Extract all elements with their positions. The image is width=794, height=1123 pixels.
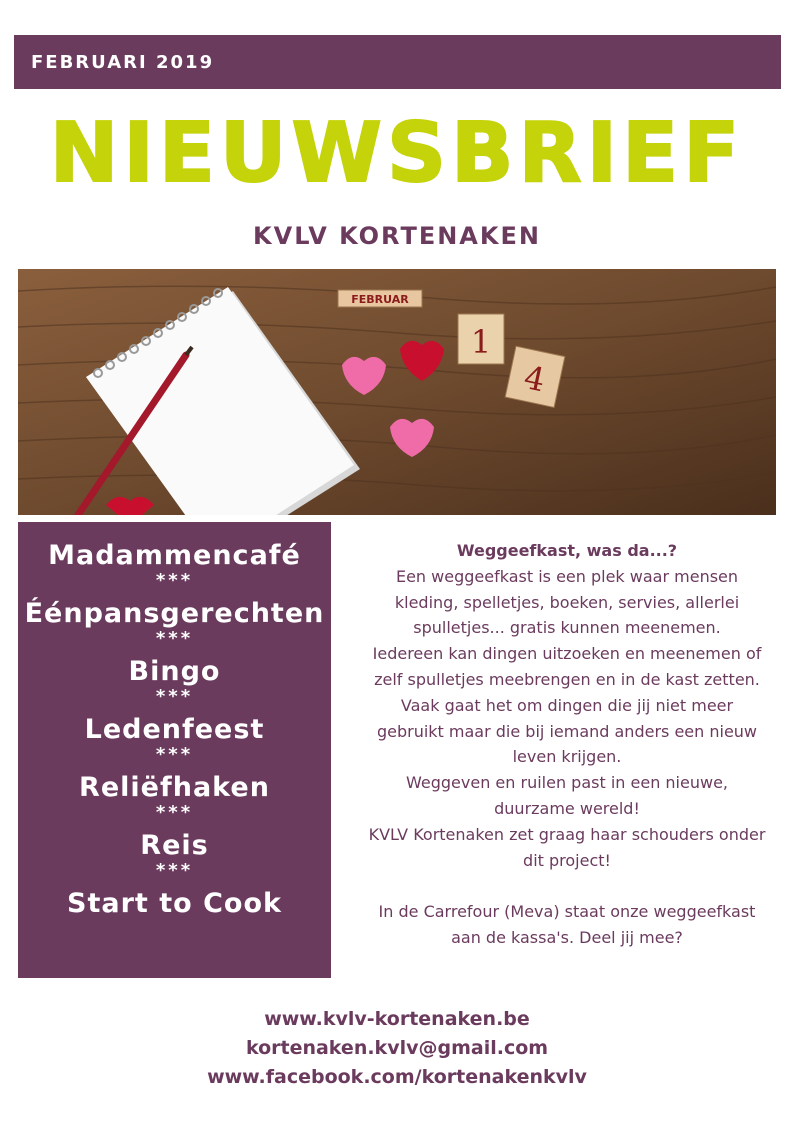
issue-date: FEBRUARI 2019 — [31, 51, 215, 73]
article-line: zelf spulletjes meebrengen en in de kast zetten. — [374, 669, 760, 689]
month-tag — [338, 290, 422, 307]
website-link[interactable]: www.kvlv-kortenaken.be — [264, 1008, 530, 1030]
article-line: Iedereen kan dingen uitzoeken en meenemen of — [372, 644, 762, 664]
article-line: In de Carrefour (Meva) staat onze weggeefkast — [378, 902, 756, 922]
separator: *** — [155, 802, 194, 823]
activity-item: Start to Cook — [67, 888, 282, 919]
activities-panel — [18, 522, 331, 978]
activity-item: Éénpansgerechten — [24, 598, 325, 629]
facebook-link[interactable]: www.facebook.com/kortenakenkvlv — [207, 1066, 587, 1088]
article-line: kleding, spelletjes, boeken, servies, allerlei — [394, 592, 740, 612]
article — [348, 538, 786, 951]
article-line: Een weggeefkast is een plek waar mensen — [395, 566, 739, 586]
date-cube-2 — [505, 346, 565, 407]
article-line: Weggeven en ruilen past in een nieuwe, — [406, 773, 728, 793]
svg-text:4: 4 — [520, 358, 549, 400]
separator: *** — [155, 744, 194, 765]
activity-item: Reliëfhaken — [79, 772, 270, 803]
article-line: spulletjes... gratis kunnen meenemen. — [413, 618, 721, 638]
activity-item: Ledenfeest — [84, 714, 265, 745]
hero-illustration — [18, 269, 776, 515]
hero-image — [18, 269, 776, 515]
date-cube-1 — [458, 314, 504, 364]
article-line: leven krijgen. — [512, 747, 622, 767]
article-line: gebruikt maar die bij iemand anders een nieuw — [376, 721, 758, 741]
article-line: Vaak gaat het om dingen die jij niet meer — [400, 695, 734, 715]
article-line: aan de kassa's. Deel jij mee? — [451, 927, 683, 947]
article-blank-line — [348, 873, 786, 899]
separator: *** — [155, 686, 194, 707]
article-line: duurzame wereld! — [494, 798, 640, 818]
contact-footer — [0, 1005, 794, 1092]
activity-item: Bingo — [128, 656, 221, 687]
email-link[interactable]: kortenaken.kvlv@gmail.com — [245, 1037, 549, 1059]
organization-name: KVLV KORTENAKEN — [253, 222, 541, 250]
newsletter-title: NIEUWSBRIEF — [49, 106, 745, 201]
article-heading: Weggeefkast, was da...? — [456, 541, 678, 560]
separator: *** — [155, 570, 194, 591]
separator: *** — [155, 628, 194, 649]
activity-item: Madammencafé — [48, 540, 301, 571]
svg-text:FEBRUAR: FEBRUAR — [351, 293, 409, 306]
svg-text:1: 1 — [470, 323, 492, 361]
article-line: KVLV Kortenaken zet graag haar schouders onder — [368, 824, 766, 844]
activity-item: Reis — [140, 830, 209, 861]
separator: *** — [155, 860, 194, 881]
date-banner — [14, 35, 781, 89]
article-line: dit project! — [523, 850, 611, 870]
